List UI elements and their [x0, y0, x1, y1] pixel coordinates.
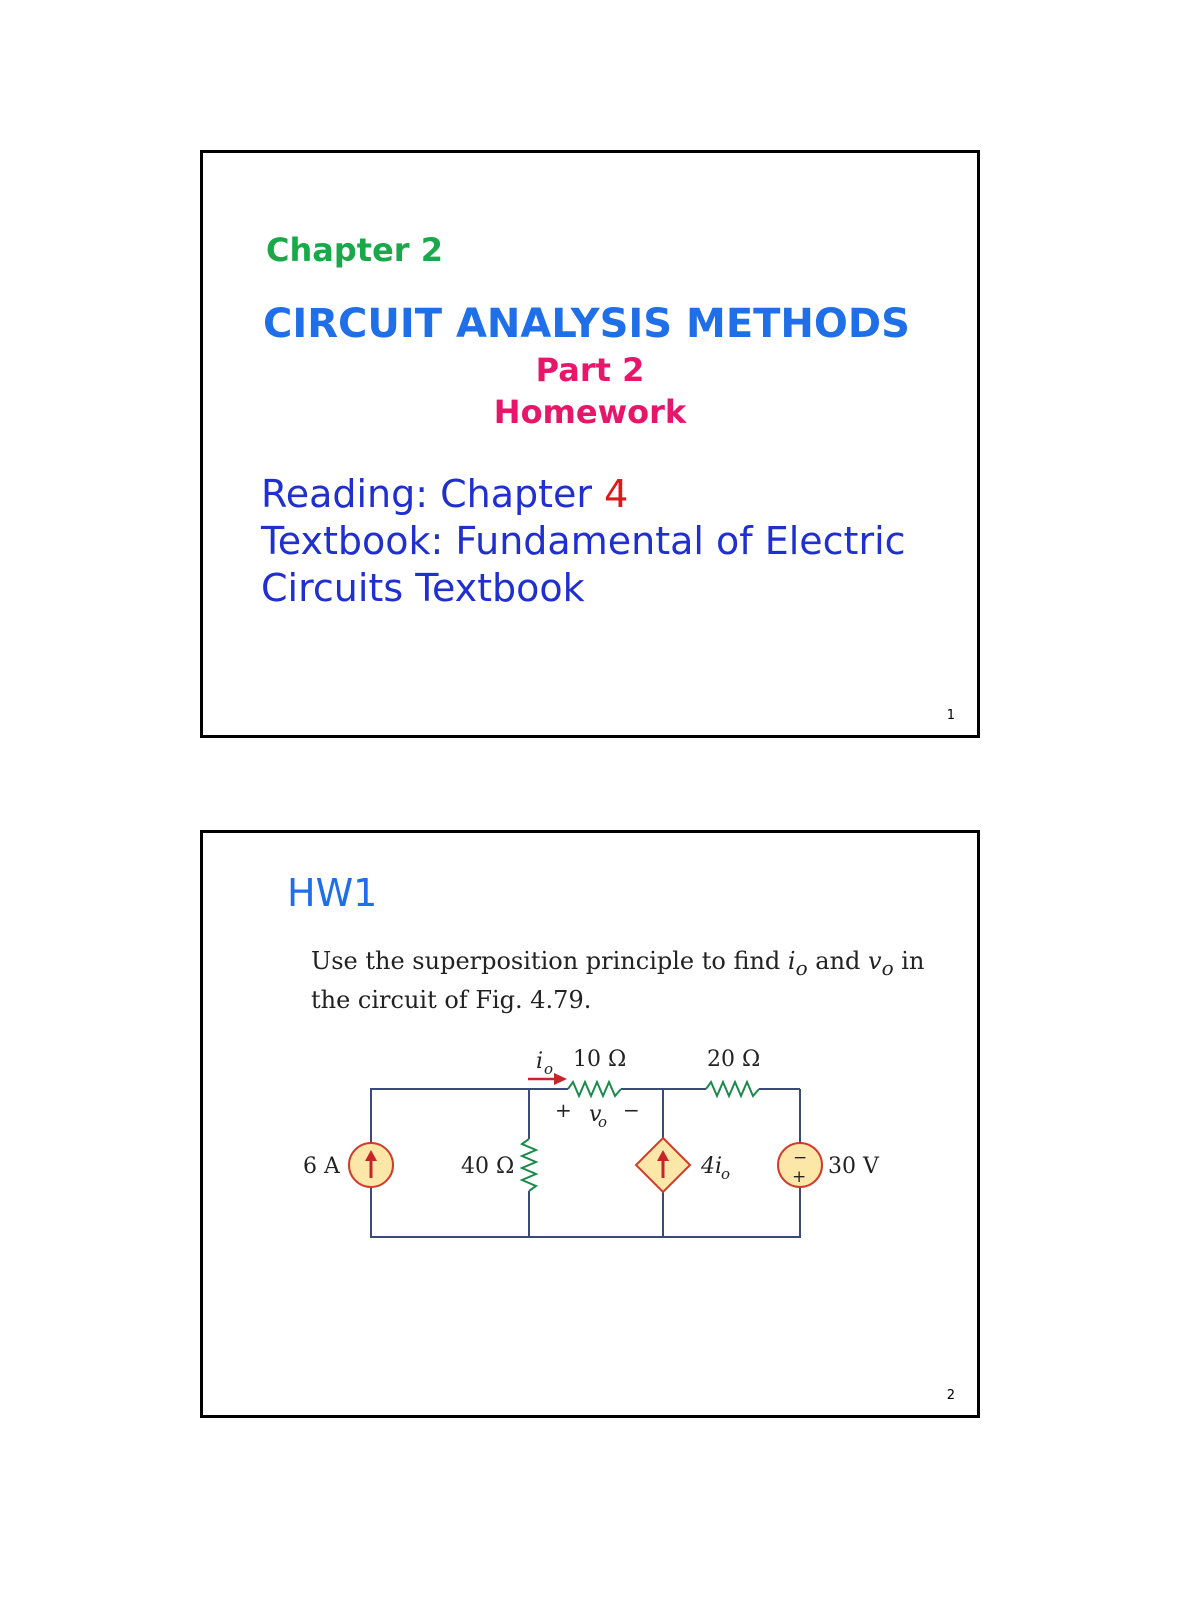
textbook-line-1: Textbook: Fundamental of Electric — [261, 519, 906, 563]
wire-bottom — [371, 1187, 800, 1237]
r40-label: 40 Ω — [461, 1154, 515, 1179]
resistor-40-ohm — [522, 1139, 536, 1191]
homework-label: Homework — [493, 393, 687, 431]
reading-line — [261, 471, 906, 518]
slide-1 — [200, 150, 980, 738]
dependent-current-source — [636, 1138, 690, 1192]
resistor-10-ohm — [568, 1082, 621, 1096]
io-label: i — [536, 1049, 544, 1074]
reading-prefix: Reading: Chapter — [261, 472, 605, 516]
chapter-label: Chapter 2 — [266, 231, 443, 269]
circuit-wires — [371, 1089, 800, 1237]
problem-text-a: Use the superposition principle to find — [311, 947, 788, 975]
dependent-source-label: 4i — [701, 1154, 723, 1179]
problem-text-and: and — [807, 947, 869, 975]
voltage-plus: + — [792, 1167, 807, 1187]
slide-title: CIRCUIT ANALYSIS METHODS — [263, 301, 910, 347]
dependent-source-sub: o — [721, 1165, 731, 1183]
problem-io-sub: o — [795, 955, 808, 980]
current-source-6a — [349, 1143, 393, 1187]
r10-label: 10 Ω — [573, 1047, 627, 1072]
problem-vo: v — [868, 947, 882, 975]
page-number: 2 — [946, 1388, 955, 1403]
vo-sub: o — [598, 1113, 608, 1131]
problem-text-in: in — [893, 947, 925, 975]
resistor-20-ohm — [706, 1082, 759, 1096]
io-sub: o — [544, 1060, 554, 1078]
r20-label: 20 Ω — [707, 1047, 761, 1072]
vo-label: v — [589, 1102, 602, 1127]
page-number: 1 — [946, 708, 955, 723]
vo-minus: − — [623, 1098, 640, 1122]
problem-line-2: the circuit of Fig. 4.79. — [311, 985, 592, 1014]
wire-top-left — [371, 1089, 568, 1143]
voltage-minus: − — [793, 1148, 808, 1168]
part-label: Part 2 — [535, 351, 645, 389]
voltage-source-label: 30 V — [828, 1154, 879, 1179]
reading-block — [261, 471, 906, 612]
textbook-line-2: Circuits Textbook — [261, 566, 585, 610]
circuit-diagram — [203, 833, 977, 1415]
vo-plus: + — [555, 1098, 572, 1122]
current-source-label: 6 A — [303, 1154, 340, 1179]
problem-vo-sub: o — [881, 955, 894, 980]
slide-2 — [200, 830, 980, 1418]
hw-title: HW1 — [287, 871, 378, 915]
reading-chapter-number: 4 — [604, 472, 629, 516]
problem-io: i — [787, 947, 796, 975]
